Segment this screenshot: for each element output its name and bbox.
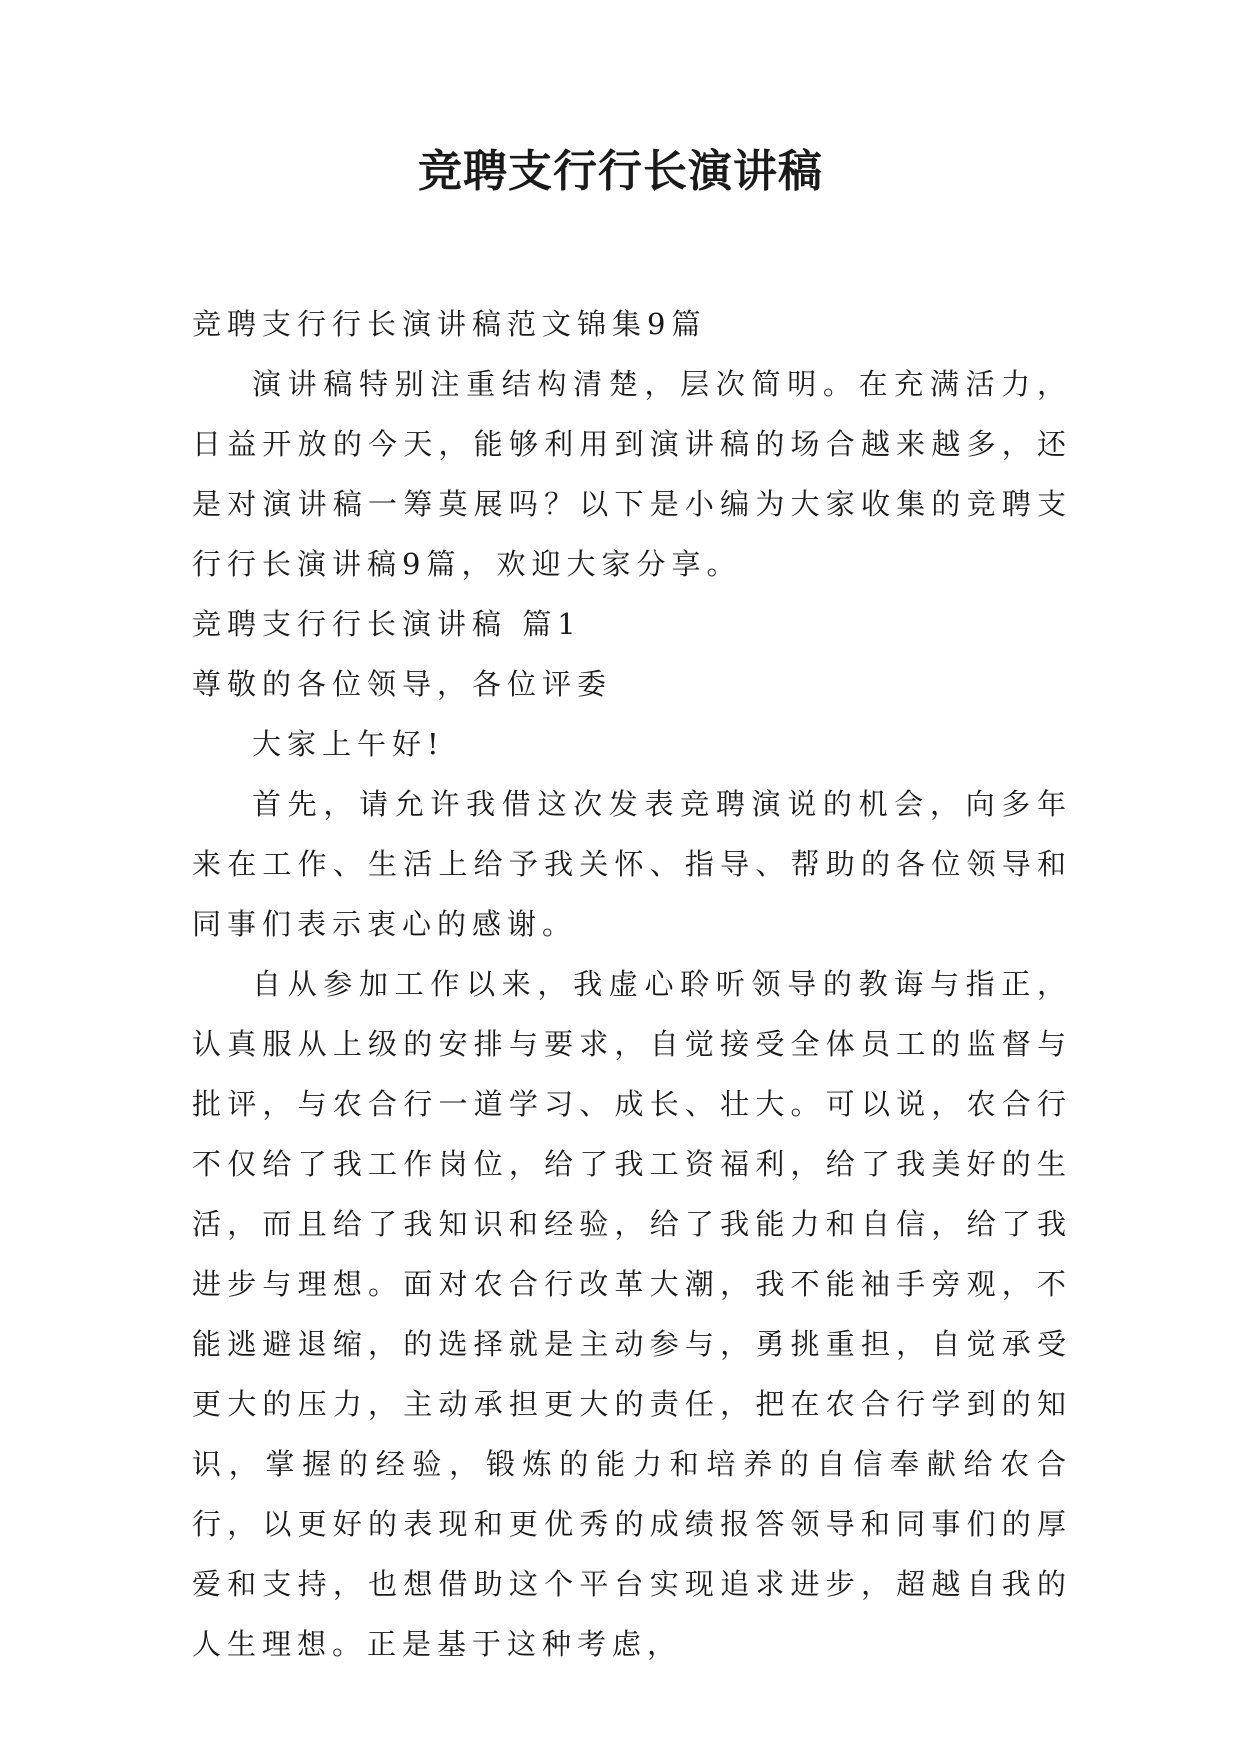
section-heading: 竞聘支行行长演讲稿 篇1 [192,607,582,641]
document-body [192,294,1072,1674]
greeting: 大家上午好! [252,727,445,761]
body-paragraph-1: 首先，请允许我借这次发表竞聘演说的机会，向多年来在工作、生活上给予我关怀、指导、帮助的各位领导和同事们表示衷心的感谢。 [192,787,1072,941]
document-title: 竞聘支行行长演讲稿 [418,146,823,197]
body-paragraph-2: 自从参加工作以来，我虚心聆听领导的教诲与指正，认真服从上级的安排与要求，自觉接受全体员工的监督与批评，与农合行一道学习、成长、壮大。可以说，农合行不仅给了我工作岗位，给了我工资福利，给了我美好的生活，而且给了我知识和经验，给了我能力和自信，给了我进步与理想。面对农合行改革大潮，我不能袖手旁观，不能逃避退缩，的选择就是主动参与，勇挑重担，自觉承受更大的压力，主动承担更大的责任，把在农合行学到的知识，掌握的经验，锻炼的能力和培养的自信奉献给农合行，以更好的表现和更优秀的成绩报答领导和同事们的厚爱和支持，也想借助这个平台实现追求进步，超越自我的人生理想。正是基于这种考虑， [192,967,1072,1661]
intro-paragraph: 演讲稿特别注重结构清楚，层次简明。在充满活力，日益开放的今天，能够利用到演讲稿的场合越来越多，还是对演讲稿一筹莫展吗？以下是小编为大家收集的竞聘支行行长演讲稿9篇，欢迎大家分享。 [192,367,1072,581]
salutation: 尊敬的各位领导，各位评委 [192,667,613,701]
document-subtitle: 竞聘支行行长演讲稿范文锦集9篇 [192,307,707,341]
